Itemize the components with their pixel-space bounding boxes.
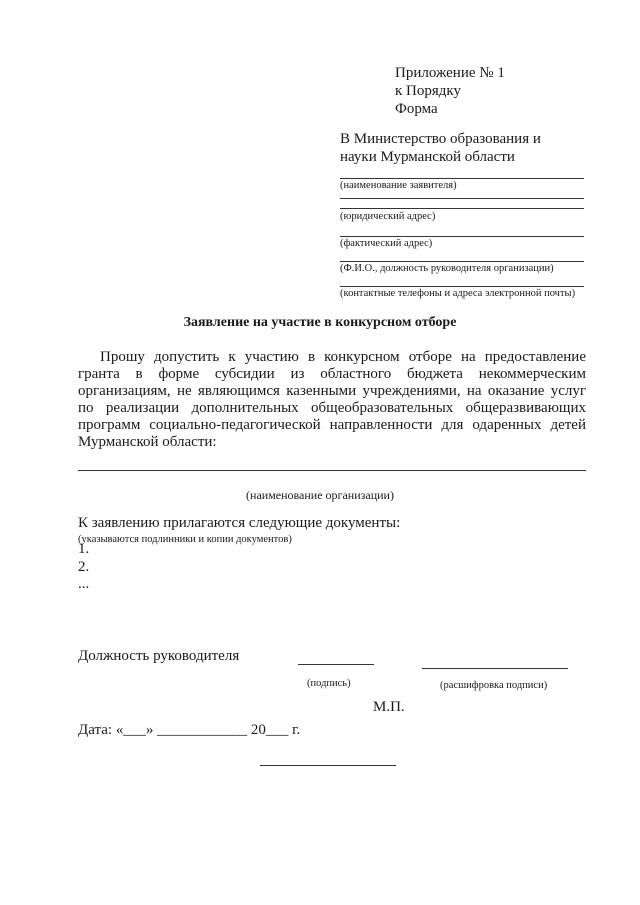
applicant-name-caption: (наименование заявителя): [340, 180, 457, 191]
organization-line: [78, 470, 586, 471]
applicant-name-line: [340, 178, 584, 179]
annex-form-label: Форма: [395, 101, 438, 117]
stamp-label: М.П.: [373, 699, 405, 715]
contacts-line: [340, 286, 584, 287]
decryption-caption: (расшифровка подписи): [440, 680, 548, 691]
document-title: Заявление на участие в конкурсном отборе: [183, 315, 457, 330]
addressee-line-1: В Министерство образования и: [340, 131, 541, 147]
decryption-line: [422, 668, 568, 669]
legal-address-line: [340, 208, 584, 209]
attachment-item-ellipsis: ...: [78, 576, 90, 592]
addressee-line-2: науки Мурманской области: [340, 149, 515, 165]
addressee-block: [340, 130, 541, 166]
actual-address-caption: (фактический адрес): [340, 238, 433, 249]
request-text: Прошу допустить к участию в конкурсном отборе на предоставление гранта в форме субсидии из областного бюджета некоммерческим организациям, не являющимся казенными учреждениями, на оказание услуг по реализации дополнительных общеобразовательных общеразвивающих программ социально-педагогической направленности для одаренных детей Мурманской области:: [78, 349, 586, 450]
bottom-line: [260, 765, 396, 766]
attachments-note: (указываются подлинники и копии документов): [78, 534, 292, 545]
signature-caption: (подпись): [307, 678, 351, 689]
position-label: Должность руководителя: [78, 648, 240, 664]
head-caption: (Ф.И.О., должность руководителя организации): [340, 263, 554, 274]
annex-block: [395, 64, 505, 118]
request-paragraph: [78, 349, 586, 451]
organization-caption: (наименование организации): [246, 488, 394, 502]
applicant-name-line-2: [340, 198, 584, 199]
actual-address-line: [340, 236, 584, 237]
attachments-heading: К заявлению прилагаются следующие документы:: [78, 515, 401, 531]
attachment-item-2: 2.: [78, 559, 90, 575]
head-line: [340, 261, 584, 262]
date-field: Дата: «___» ____________ 20___ г.: [78, 722, 301, 738]
contacts-caption: (контактные телефоны и адреса электронной почты): [340, 288, 576, 299]
attachment-item-1: 1.: [78, 541, 90, 557]
annex-reference: к Порядку: [395, 83, 461, 99]
legal-address-caption: (юридический адрес): [340, 211, 436, 222]
signature-line: [298, 664, 374, 665]
annex-number: Приложение № 1: [395, 65, 505, 81]
